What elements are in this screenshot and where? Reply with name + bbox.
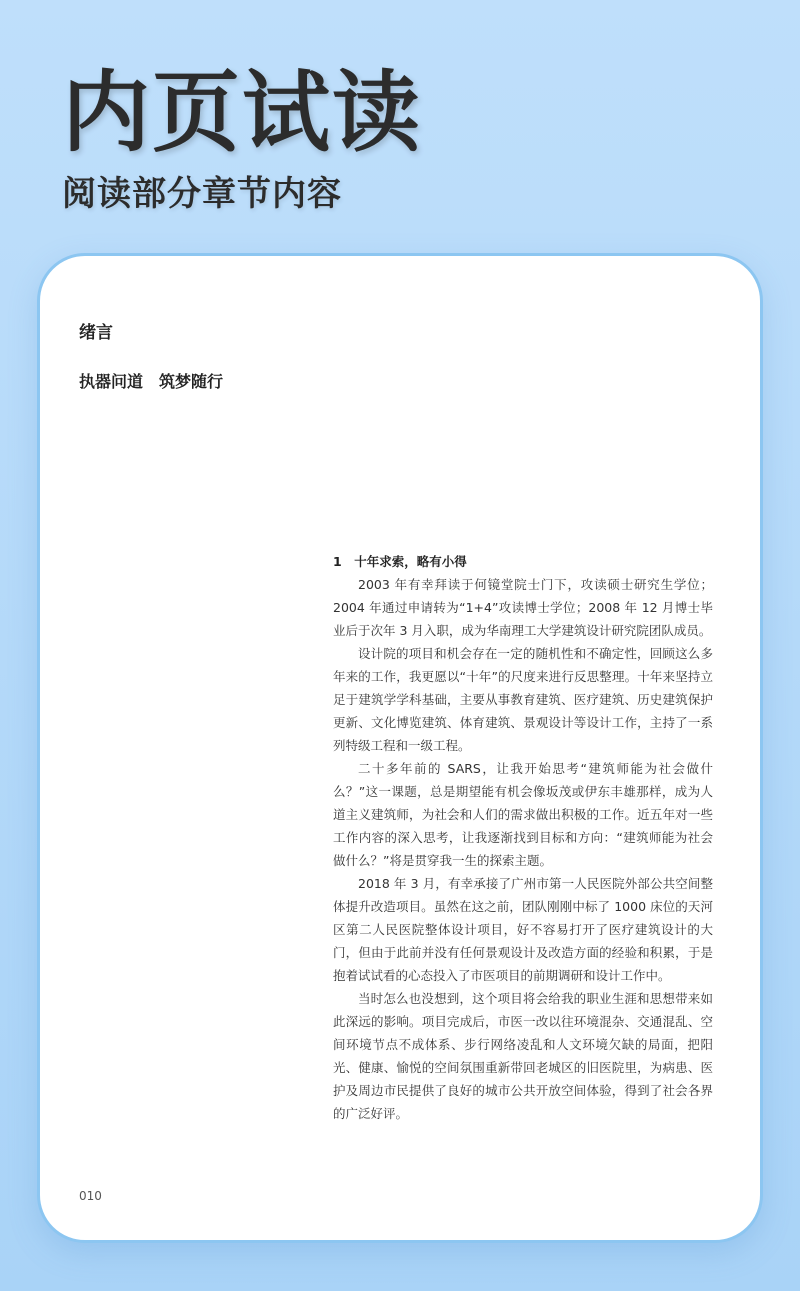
- chapter-heading: 执器问道 筑梦随行: [79, 372, 224, 391]
- paragraph: 设计院的项目和机会存在一定的随机性和不确定性，回顾这么多年来的工作，我更愿以“十年”的尺度来进行反思整理。十年来坚持立足于建筑学学科基础，主要从事教育建筑、医疗建筑、历史建筑保护更新、文化博览建筑、体育建筑、景观设计等设计工作，主持了一系列特级工程和一级工程。: [333, 646, 713, 753]
- section-heading: 1 十年求索，略有小得: [333, 554, 467, 569]
- paragraph: 当时怎么也没想到，这个项目将会给我的职业生涯和思想带来如此深远的影响。项目完成后，市医一改以往环境混杂、交通混乱、空间环境节点不成体系、步行网络凌乱和人文环境欠缺的局面，把阳光、健康、愉悦的空间氛围重新带回老城区的旧医院里，为病患、医护及周边市民提供了良好的城市公共开放空间体验，得到了社会各界的广泛好评。: [333, 991, 713, 1121]
- page-preview-card: [37, 253, 763, 1243]
- hero-subtitle: 阅读部分章节内容: [62, 174, 342, 214]
- paragraph: 2018 年 3 月，有幸承接了广州市第一人民医院外部公共空间整体提升改造项目。虽然在这之前，团队刚刚中标了 1000 床位的天河区第二人民医院整体设计项目，好不容易打开了医疗建筑设计的大门，但由于此前并没有任何景观设计及改造方面的经验和积累，于是抱着试试看的心态投入了市医项目的前期调研和设计工作中。: [333, 876, 713, 983]
- hero-title: 内页试读: [62, 61, 423, 164]
- hero-banner: [62, 58, 422, 216]
- paragraph: 二十多年前的 SARS，让我开始思考“建筑师能为社会做什么？”这一课题，总是期望能有机会像坂茂或伊东丰雄那样，成为人道主义建筑师，为社会和人们的需求做出积极的工作。近五年对一些工作内容的深入思考，让我逐渐找到目标和方向：“建筑师能为社会做什么？”将是贯穿我一生的探索主题。: [333, 761, 713, 868]
- preface-heading: 绪言: [79, 323, 113, 343]
- body-text-column: [333, 550, 713, 1125]
- paragraph: 2003 年有幸拜读于何镜堂院士门下，攻读硕士研究生学位；2004 年通过申请转为“1+4”攻读博士学位；2008 年 12 月博士毕业后于次年 3 月入职，成为华南理工大学建筑设计研究院团队成员。: [333, 577, 713, 638]
- page-number: 010: [79, 1189, 102, 1203]
